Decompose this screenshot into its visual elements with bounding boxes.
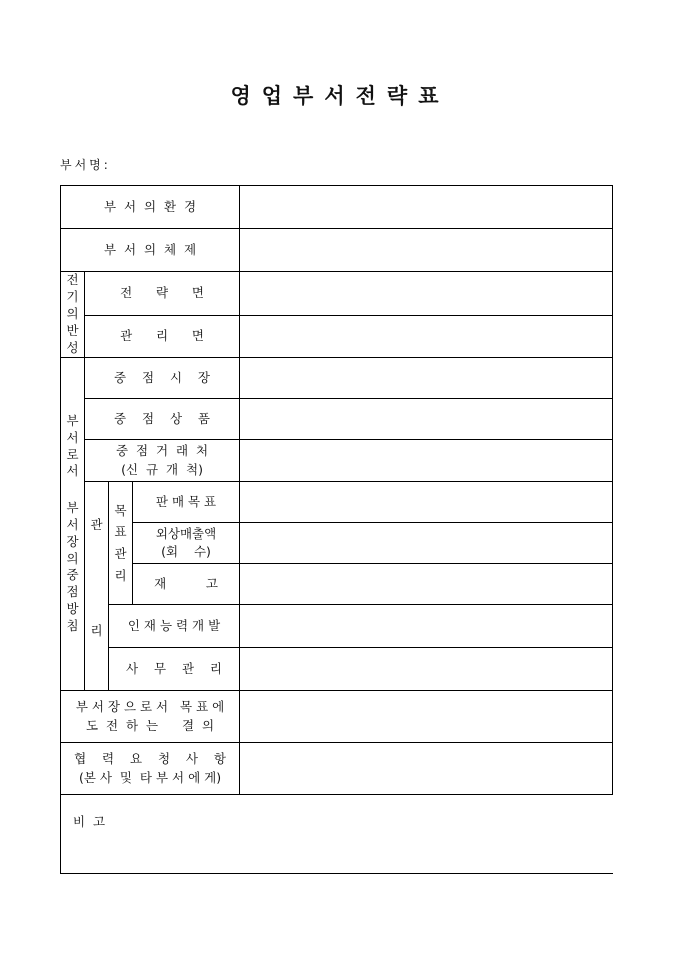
management-label-bottom: 리 (90, 622, 103, 638)
environment-field[interactable] (240, 186, 613, 229)
reflection-group-label: 전기의반성 (66, 272, 79, 355)
cooperation-label-line1: 협 력 요 청 사 항 (74, 751, 226, 766)
office-management-field[interactable] (240, 648, 613, 691)
cooperation-field[interactable] (240, 743, 613, 795)
department-name-label: 부서명: (60, 158, 111, 172)
hr-development-field[interactable] (240, 605, 613, 648)
inventory-label: 재 고 (154, 575, 218, 591)
key-client-label-line1: 중 점 거 래 처 (115, 443, 209, 458)
policy-group-cell (61, 358, 85, 691)
page-title: 영업부서전략표 (230, 83, 450, 108)
structure-field[interactable] (240, 229, 613, 272)
resolution-field[interactable] (240, 691, 613, 743)
policy-group-label-top: 부서로서 (66, 412, 79, 479)
key-client-label-line2: (신 규 개 척) (121, 461, 203, 477)
reflection-management-field[interactable] (240, 315, 613, 358)
receivables-field[interactable] (240, 523, 613, 564)
receivables-label-line2: (회 수) (161, 544, 211, 560)
management-group-cell (85, 482, 109, 691)
receivables-label-line1: 외상매출액 (155, 525, 217, 541)
inventory-field[interactable] (240, 564, 613, 605)
reflection-management-label: 관 리 면 (120, 328, 204, 344)
reflection-strategy-label: 전 략 면 (120, 284, 204, 300)
cooperation-label-line2: (본 사 및 타 부 서 에 게) (78, 769, 222, 785)
remarks-field[interactable] (61, 795, 613, 874)
hr-development-label: 인 재 능 력 개 발 (127, 617, 221, 633)
reflection-strategy-field[interactable] (240, 272, 613, 316)
policy-group-label-bottom: 부서장의중점방침 (66, 499, 79, 633)
office-management-label: 사 무 관 리 (126, 660, 223, 676)
key-client-field[interactable] (240, 440, 613, 482)
sales-target-field[interactable] (240, 482, 613, 523)
sales-target-label: 판 매 목 표 (155, 493, 217, 509)
key-product-label: 중 점 상 품 (114, 410, 211, 426)
key-market-label: 중 점 시 장 (114, 369, 211, 385)
environment-label: 부 서 의 환 경 (103, 198, 197, 214)
remarks-label: 비 고 (73, 814, 106, 830)
strategy-form-table (60, 185, 613, 874)
resolution-label-line2: 도 전 하 는 결 의 (85, 717, 215, 733)
resolution-label-line1: 부 서 장 으 로 서 목 표 에 (75, 699, 225, 714)
management-label-top: 관 (90, 517, 103, 533)
structure-label: 부 서 의 체 제 (103, 241, 197, 257)
target-management-label: 목표관리 (114, 502, 127, 584)
key-product-field[interactable] (240, 399, 613, 440)
key-market-field[interactable] (240, 358, 613, 399)
